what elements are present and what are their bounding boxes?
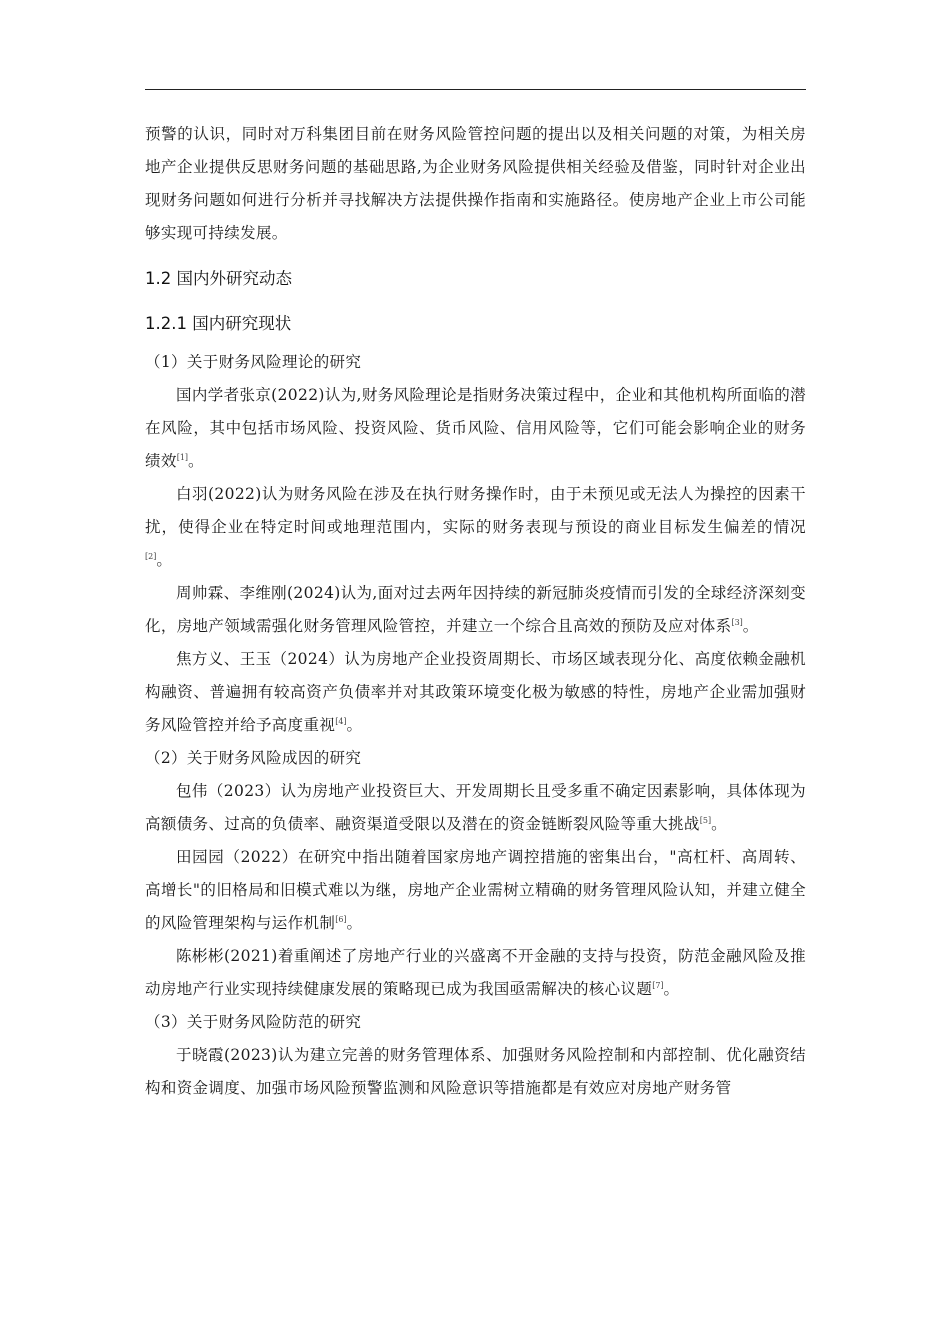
header-rule: [145, 89, 806, 90]
citation-ref: [2]: [145, 551, 157, 561]
paragraph-text: 国内学者张京(2022)认为,财务风险理论是指财务决策过程中，企业和其他机构所面临的潜在风险，其中包括市场风险、投资风险、货币风险、信用风险等，它们可能会影响企业的财务绩效: [145, 386, 806, 470]
paragraph-end: 。: [346, 716, 363, 734]
part1-paragraph-4: [145, 643, 806, 742]
intro-paragraph: 预警的认识，同时对万科集团目前在财务风险管控问题的提出以及相关问题的对策，为相关房地产企业提供反思财务问题的基础思路,为企业财务风险提供相关经验及借鉴，同时针对企业出现财务问题如何进行分析并寻找解决方法提供操作指南和实施路径。使房地产企业上市公司能够实现可持续发展。: [145, 125, 806, 242]
paragraph-end: 。: [742, 617, 759, 635]
paragraph-end: 。: [188, 452, 204, 470]
part2-paragraph-2: [145, 841, 806, 940]
part3-paragraph-1: 于晓霞(2023)认为建立完善的财务管理体系、加强财务风险控制和内部控制、优化融资结构和资金调度、加强市场风险预警监测和风险意识等措施都是有效应对房地产财务管: [145, 1046, 806, 1097]
paragraph-text: 田园园（2022）在研究中指出随着国家房地产调控措施的密集出台，"高杠杆、高周转、高增长"的旧格局和旧模式难以为继，房地产企业需树立精确的财务管理风险认知，并建立健全的风险管理架构与运作机制: [145, 848, 806, 932]
citation-ref: [7]: [652, 980, 664, 990]
part1-paragraph-3: [145, 577, 806, 643]
page-content: [145, 118, 806, 1105]
part1-heading: （1）关于财务风险理论的研究: [145, 353, 362, 371]
part3-heading: （3）关于财务风险防范的研究: [145, 1013, 362, 1031]
paragraph-end: 。: [711, 815, 727, 833]
paragraph-text: 包伟（2023）认为房地产业投资巨大、开发周期长且受多重不确定因素影响，具体体现为高额债务、过高的负债率、融资渠道受限以及潜在的资金链断裂风险等重大挑战: [145, 782, 806, 833]
section-heading: 1.2 国内外研究动态: [145, 269, 292, 288]
paragraph-text: 白羽(2022)认为财务风险在涉及在执行财务操作时，由于未预见或无法人为操控的因素干扰，使得企业在特定时间或地理范围内，实际的财务表现与预设的商业目标发生偏差的情况: [145, 485, 806, 536]
citation-ref: [4]: [335, 716, 347, 726]
paragraph-text: 陈彬彬(2021)着重阐述了房地产行业的兴盛离不开金融的支持与投资，防范金融风险及推动房地产行业实现持续健康发展的策略现已成为我国亟需解决的核心议题: [145, 947, 806, 998]
part1-paragraph-2: [145, 478, 806, 577]
part2-heading: （2）关于财务风险成因的研究: [145, 749, 362, 767]
paragraph-text: 焦方义、王玉（2024）认为房地产企业投资周期长、市场区域表现分化、高度依赖金融机构融资、普遍拥有较高资产负债率并对其政策环境变化极为敏感的特性，房地产企业需加强财务风险管控并给予高度重视: [145, 650, 806, 734]
paragraph-end: 。: [346, 914, 363, 932]
part2-paragraph-3: [145, 940, 806, 1006]
paragraph-end: 。: [156, 551, 173, 569]
citation-ref: [1]: [176, 452, 189, 462]
citation-ref: [3]: [731, 617, 743, 627]
part2-paragraph-1: [145, 775, 806, 841]
citation-ref: [5]: [699, 815, 712, 825]
paragraph-text: 周帅霖、李维刚(2024)认为,面对过去两年因持续的新冠肺炎疫情而引发的全球经济深刻变化，房地产领域需强化财务管理风险管控，并建立一个综合且高效的预防及应对体系: [145, 584, 806, 635]
subsection-heading: 1.2.1 国内研究现状: [145, 314, 292, 333]
citation-ref: [6]: [335, 914, 347, 924]
part1-paragraph-1: [145, 379, 806, 478]
paragraph-end: 。: [663, 980, 680, 998]
